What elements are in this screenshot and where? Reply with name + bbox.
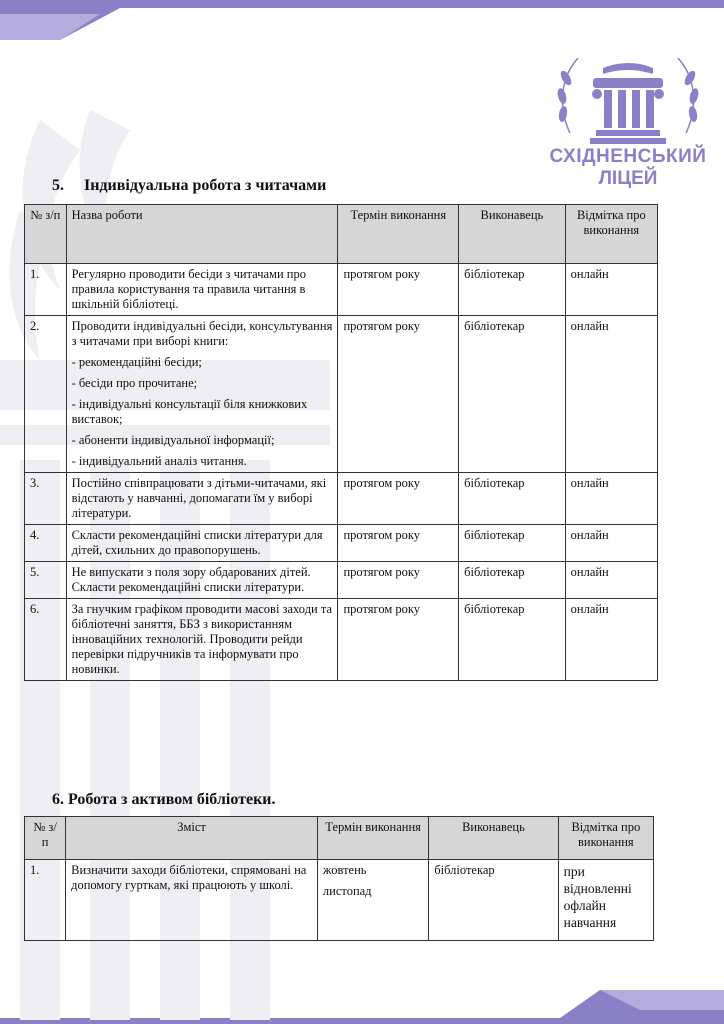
row-term-line-2: листопад <box>322 884 372 898</box>
header-completion-mark: Відмітка про виконання <box>558 817 653 860</box>
table-header-row <box>25 817 654 860</box>
row-work-name-line: - індивідуальні консультації біля книжкових виставок; <box>71 397 308 426</box>
row-term: протягом року <box>338 473 459 525</box>
row-work-name <box>66 525 338 562</box>
row-work-name-line: Скласти рекомендаційні списки літератури для дітей, схильних до правопорушень. <box>71 528 323 557</box>
logo-text-line1: СХІДНЕНСЬКИЙ <box>549 146 707 167</box>
row-term: протягом року <box>338 316 459 473</box>
table-row <box>25 316 658 473</box>
table-row <box>25 562 658 599</box>
row-work-name-line: - індивідуальний аналіз читання. <box>71 454 247 468</box>
section-5-number: 5. <box>52 177 64 194</box>
header-work-name: Назва роботи <box>66 205 338 264</box>
row-executor: бібліотекар <box>459 264 566 316</box>
header-term: Термін виконання <box>317 817 428 860</box>
table-row <box>25 860 654 941</box>
top-decorative-band <box>0 0 724 40</box>
row-work-name-line: - рекомендаційні бесіди; <box>71 355 202 369</box>
row-work-name <box>66 264 338 316</box>
individual-work-table-body <box>25 264 658 681</box>
row-completion-mark: онлайн <box>565 525 657 562</box>
section-6-number: 6. <box>52 791 64 808</box>
row-completion-mark: онлайн <box>565 599 657 681</box>
header-content: Зміст <box>66 817 318 860</box>
row-work-name <box>66 316 338 473</box>
row-number: 6. <box>25 599 67 681</box>
individual-work-table <box>24 204 658 681</box>
section-6-title-suffix: . <box>271 791 276 808</box>
table-row <box>25 473 658 525</box>
header-number: № з/п <box>25 205 67 264</box>
header-executor: Виконавець <box>429 817 558 860</box>
row-executor: бібліотекар <box>429 860 558 941</box>
row-term: протягом року <box>338 562 459 599</box>
row-work-name-line: Не випускати з поля зору обдарованих дітей. Скласти рекомендаційні списки літератури. <box>71 565 311 594</box>
row-work-name <box>66 473 338 525</box>
row-content: Визначити заходи бібліотеки, спрямовані на допомогу гурткам, які працюють у школі. <box>66 860 318 941</box>
section-5-title: Індивідуальна робота з читачами <box>84 177 327 194</box>
header-executor: Виконавець <box>459 205 566 264</box>
row-work-name-line: - абоненти індивідуальної інформації; <box>71 433 275 447</box>
library-activists-table <box>24 816 654 941</box>
logo-text-line2: ЛІЦЕЙ <box>598 168 658 189</box>
row-number: 2. <box>25 316 67 473</box>
header-number: № з/п <box>25 817 66 860</box>
section-6-heading <box>52 791 276 809</box>
row-term: протягом року <box>338 264 459 316</box>
row-number: 5. <box>25 562 67 599</box>
row-work-name-line: За гнучким графіком проводити масові заходи та бібліотечні заняття, ББЗ з використанням інноваційних технологій. Проводити рейди перевірки підручників та інформувати про новинки. <box>71 602 333 676</box>
row-work-name-line: Проводити індивідуальні бесіди, консультування з читачами при виборі книги: <box>71 319 333 348</box>
row-completion-mark: онлайн <box>565 562 657 599</box>
row-work-name <box>66 599 338 681</box>
row-work-name-line: Регулярно проводити бесіди з читачами про правила користування та правила читання в шкільній бібліотеці. <box>71 267 306 311</box>
row-executor: бібліотекар <box>459 473 566 525</box>
section-6-title: Робота з активом бібліотеки <box>68 791 272 808</box>
row-term: протягом року <box>338 599 459 681</box>
table-row <box>25 525 658 562</box>
section-5-heading <box>52 177 326 195</box>
row-work-name-line: Постійно співпрацювати з дітьми-читачами, які відстають у навчанні, допомагати їм у виборі літератури. <box>71 476 327 520</box>
row-number: 3. <box>25 473 67 525</box>
row-completion-mark: при відновленні офлайн навчання <box>558 860 653 941</box>
row-term <box>317 860 428 941</box>
row-executor: бібліотекар <box>459 562 566 599</box>
row-work-name <box>66 562 338 599</box>
row-completion-mark: онлайн <box>565 473 657 525</box>
row-executor: бібліотекар <box>459 525 566 562</box>
header-completion-mark: Відмітка про виконання <box>565 205 657 264</box>
table-row <box>25 264 658 316</box>
row-number: 1. <box>25 860 66 941</box>
row-term: протягом року <box>338 525 459 562</box>
row-number: 1. <box>25 264 67 316</box>
header-term: Термін виконання <box>338 205 459 264</box>
row-number: 4. <box>25 525 67 562</box>
row-executor: бібліотекар <box>459 599 566 681</box>
row-term-line-1: жовтень <box>322 863 367 877</box>
table-header-row <box>25 205 658 264</box>
row-work-name-line: - бесіди про прочитане; <box>71 376 198 390</box>
row-completion-mark: онлайн <box>565 316 657 473</box>
table-row <box>25 599 658 681</box>
row-completion-mark: онлайн <box>565 264 657 316</box>
row-executor: бібліотекар <box>459 316 566 473</box>
